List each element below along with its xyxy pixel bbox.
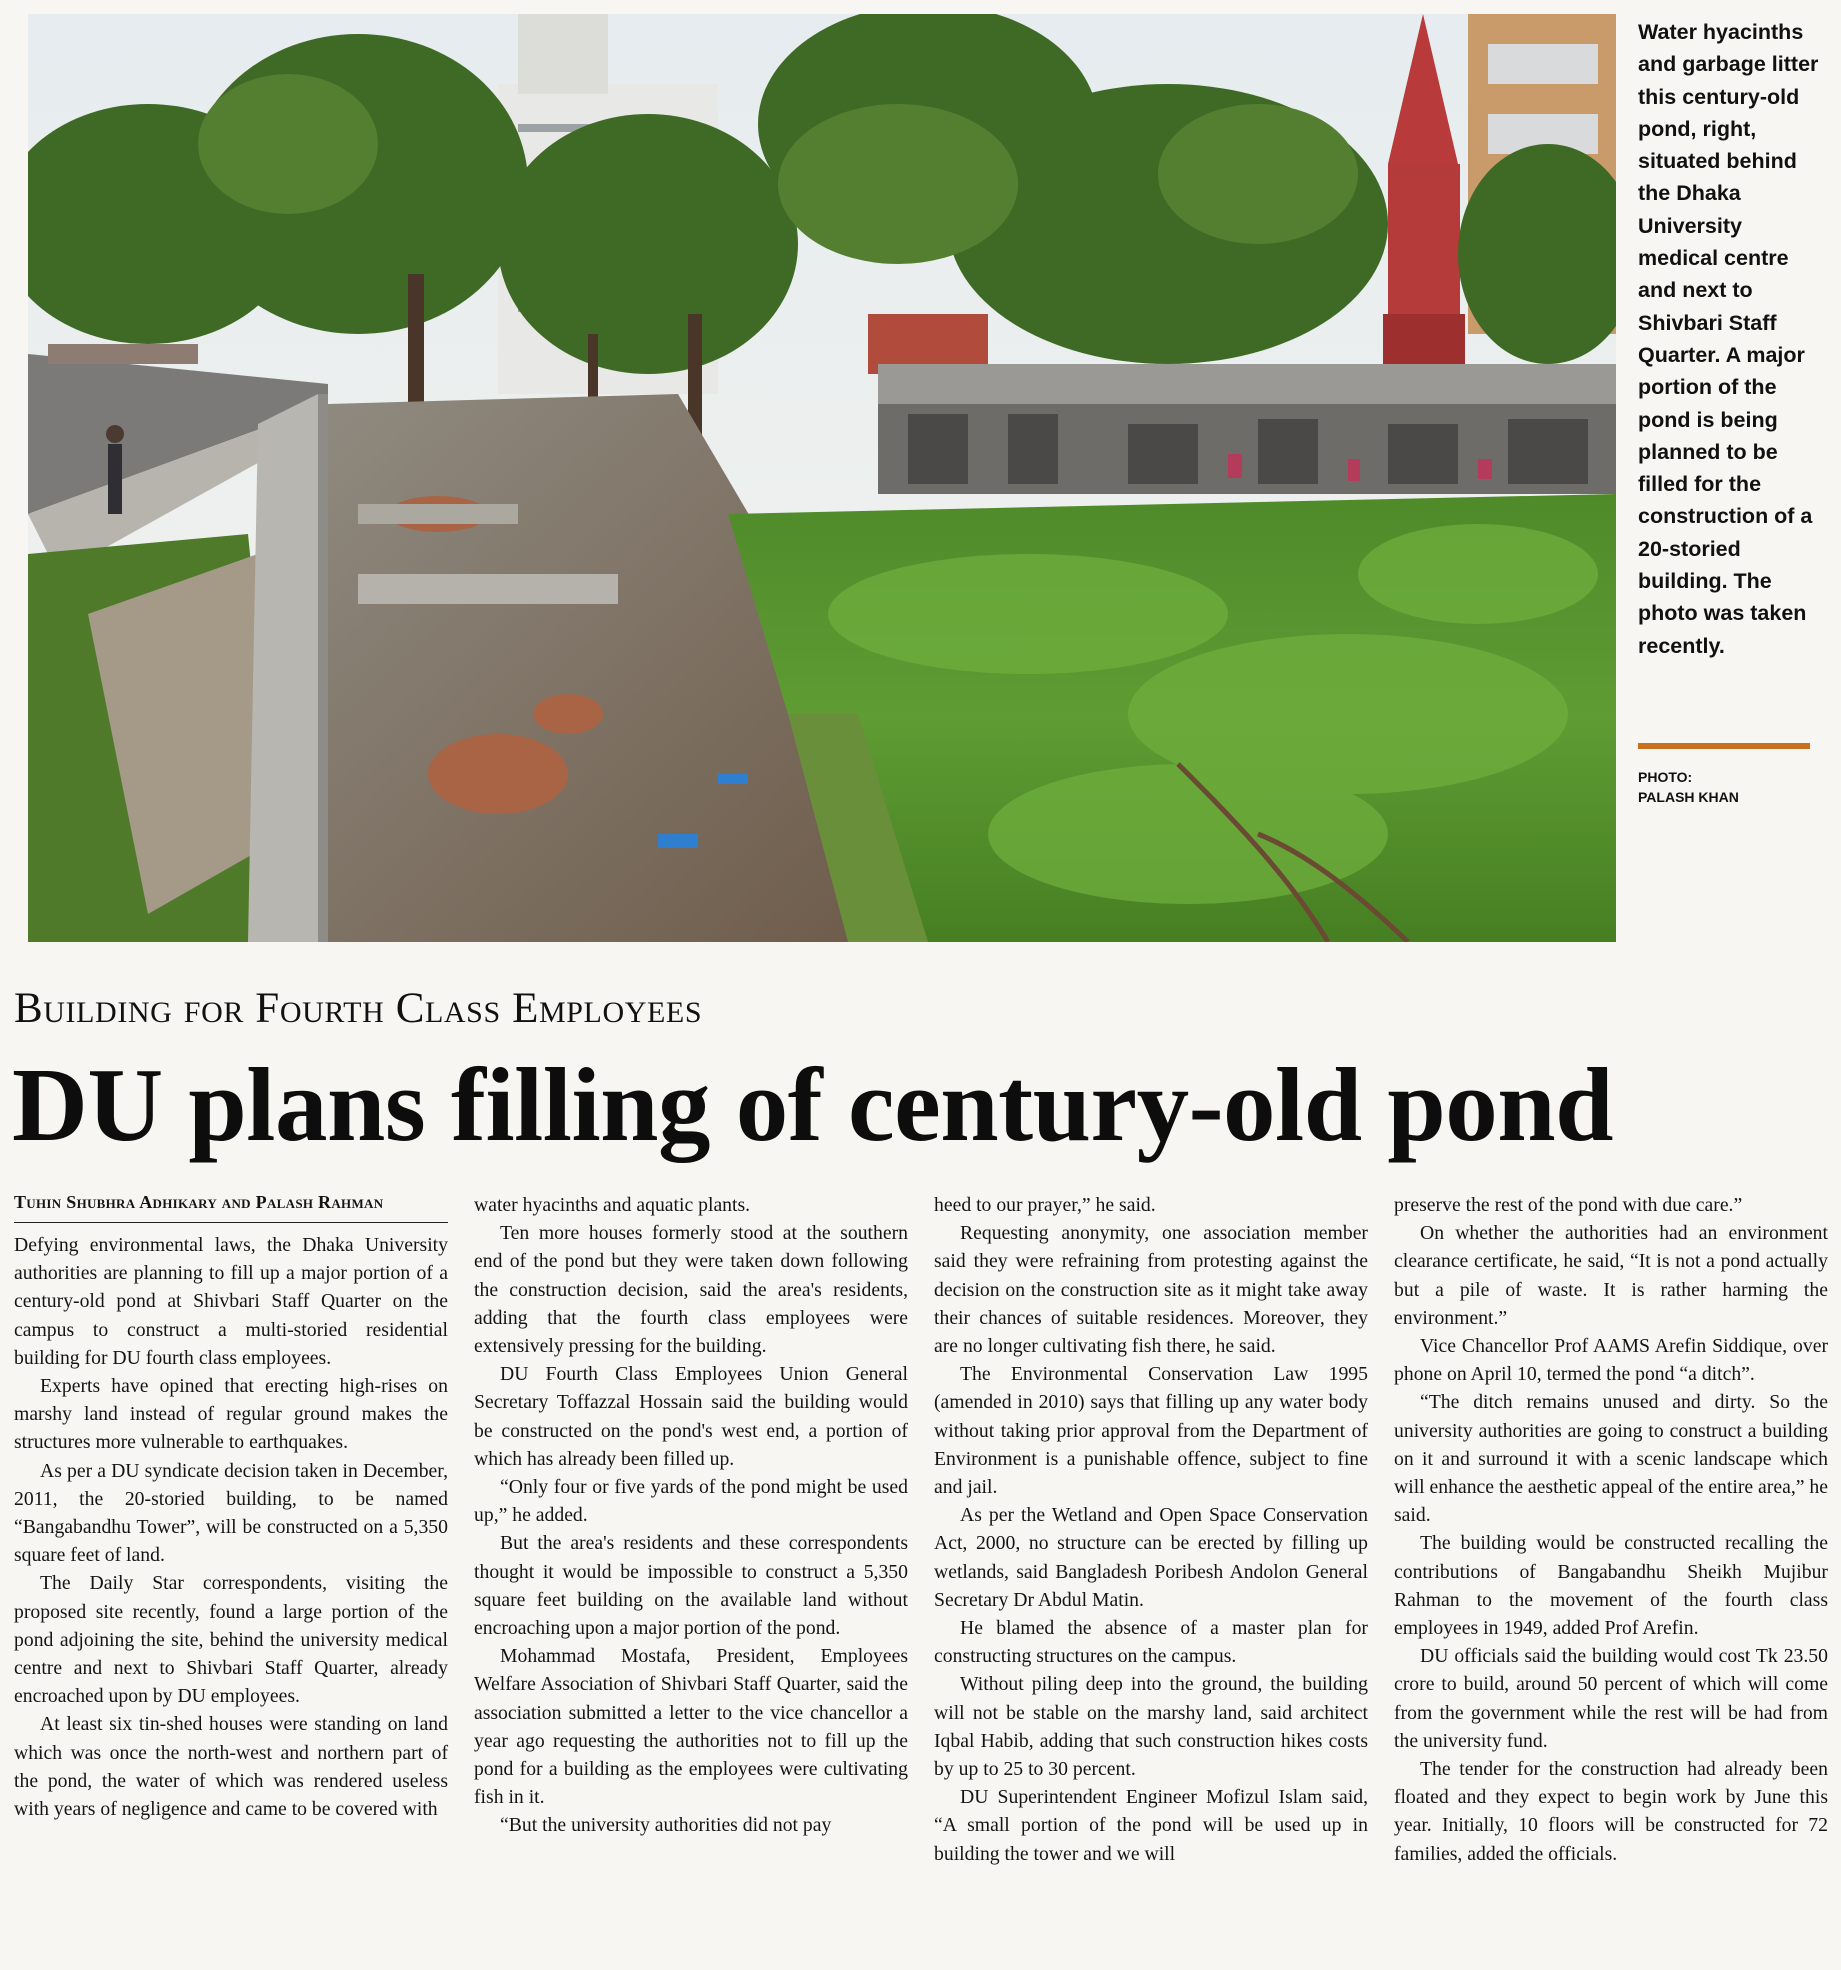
- paragraph: The Daily Star correspondents, visiting the proposed site recently, found a large portion of the pond adjoining the site, behind the university medical centre and next to Shivbari Staff Quarter, already encroached upon by DU employees.: [14, 1572, 448, 1708]
- paragraph: “But the university authorities did not pay: [500, 1814, 832, 1837]
- paragraph: The building would be constructed recalling the contributions of Bangabandhu Sheikh Mujibur Rahman to the movement of the fourth class employees in 1949, added Prof Arefin.: [1394, 1532, 1828, 1640]
- article-photo: [28, 14, 1616, 942]
- paragraph: But the area's residents and these correspondents thought it would be impossible to construct a 5,350 square feet building on the available land without encroaching upon a major portion of the pond.: [474, 1532, 908, 1640]
- article-column-2: [474, 1191, 908, 1840]
- caption-rule: [1638, 743, 1810, 749]
- paragraph: Vice Chancellor Prof AAMS Arefin Siddique, over phone on April 10, termed the pond “a ditch”.: [1394, 1335, 1828, 1386]
- paragraph: On whether the authorities had an environment clearance certificate, he said, “It is not a pond actually but a pile of waste. It is rather harming the environment.”: [1394, 1222, 1828, 1329]
- paragraph: As per the Wetland and Open Space Conservation Act, 2000, no structure can be erected by filling up wetlands, said Bangladesh Poribesh Andolon General Secretary Dr Abdul Matin.: [934, 1504, 1368, 1611]
- paragraph: preserve the rest of the pond with due care.”: [1394, 1194, 1743, 1216]
- article-byline: Tuhin Shubhra Adhikary and Palash Rahman: [14, 1191, 448, 1223]
- paragraph: At least six tin-shed houses were standing on land which was once the north-west and northern part of the pond, the water of which was rendered useless with years of negligence and came to be covered with: [14, 1713, 448, 1821]
- paragraph: The Environmental Conservation Law 1995 (amended in 2010) says that filling up any water body without taking prior approval from the Department of Environment is a punishable offence, subject to fine and jail.: [934, 1363, 1368, 1499]
- paragraph: DU Fourth Class Employees Union General Secretary Toffazzal Hossain said the building would be constructed on the pond's west end, a portion of which has already been filled up.: [474, 1363, 908, 1470]
- paragraph: Experts have opined that erecting high-rises on marshy land instead of regular ground makes the structures more vulnerable to earthquakes.: [14, 1375, 448, 1454]
- paragraph: Ten more houses formerly stood at the southern end of the pond but they were taken down following the construction decision, said the area's residents, adding that the fourth class employees were extensively pressing for the building.: [474, 1222, 908, 1358]
- paragraph: water hyacinths and aquatic plants.: [474, 1194, 751, 1216]
- paragraph: Mohammad Mostafa, President, Employees Welfare Association of Shivbari Staff Quarter, said the association submitted a letter to the vice chancellor a year ago requesting the authorities not to fill up the pond for a building as the employees were cultivating fish in it.: [474, 1645, 908, 1809]
- pond-photo-icon: [28, 14, 1616, 942]
- paragraph: heed to our prayer,” he said.: [934, 1194, 1156, 1216]
- photo-credit-name: PALASH KHAN: [1638, 789, 1739, 805]
- paragraph: Requesting anonymity, one association member said they were refraining from protesting against the decision on the construction site as it might take away their chances of suitable residences. Moreover, they are no longer cultivating fish there, he said.: [934, 1222, 1368, 1358]
- paragraph: DU officials said the building would cost Tk 23.50 crore to build, around 50 percent of which will come from the government while the rest will be had from the university fund.: [1394, 1645, 1828, 1752]
- paragraph: DU Superintendent Engineer Mofizul Islam said, “A small portion of the pond will be used up in building the tower and we will: [934, 1786, 1368, 1865]
- paragraph: Without piling deep into the ground, the building will not be stable on the marshy land, said architect Iqbal Habib, adding that such construction hikes costs by up to 25 to 30 percent.: [934, 1673, 1368, 1781]
- article-kicker: Building for Fourth Class Employees: [14, 985, 703, 1032]
- photo-credit: [1638, 767, 1828, 807]
- paragraph: “Only four or five yards of the pond might be used up,” he added.: [474, 1476, 908, 1527]
- paragraph: The tender for the construction had already been floated and they expect to begin work by June this year. Initially, 10 floors will be constructed for 72 families, added the officials.: [1394, 1758, 1828, 1865]
- photo-caption: Water hyacinths and garbage litter this century-old pond, right, situated behind the Dhaka University medical centre and next to Shivbari Staff Quarter. A major portion of the pond is being planned to be filled for the construction of a 20-storied building. The photo was taken recently.: [1638, 20, 1819, 658]
- photo-credit-label: PHOTO:: [1638, 769, 1693, 785]
- paragraph: “The ditch remains unused and dirty. So the university authorities are going to construct a building on it and surround it with a scenic landscape which will enhance the aesthetic appeal of the entire area,” he said.: [1394, 1391, 1828, 1527]
- article-column-3: [934, 1191, 1368, 1868]
- article-headline: DU plans filling of century-old pond: [12, 1046, 1614, 1163]
- paragraph: As per a DU syndicate decision taken in December, 2011, the 20-storied building, to be named “Bangabandhu Tower”, will be constructed on a 5,350 square feet of land.: [14, 1459, 448, 1567]
- paragraph: He blamed the absence of a master plan for constructing structures on the campus.: [934, 1617, 1368, 1668]
- article-column-1: [14, 1191, 448, 1823]
- article-column-4: [1394, 1191, 1828, 1868]
- paragraph: Defying environmental laws, the Dhaka University authorities are planning to fill up a major portion of a century-old pond at Shivbari Staff Quarter on the campus to construct a multi-storied residential building for DU fourth class employees.: [14, 1234, 448, 1369]
